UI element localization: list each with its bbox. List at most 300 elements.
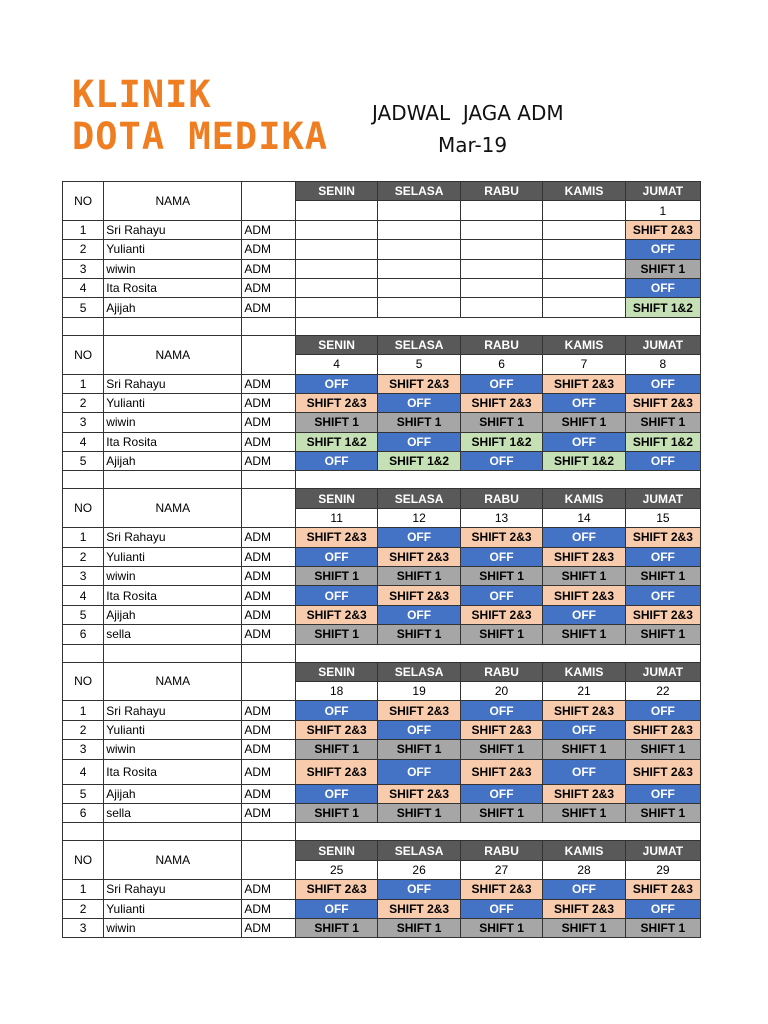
unit-header	[242, 182, 296, 221]
row-number: 3	[63, 740, 104, 759]
staff-name: wiwin	[104, 918, 242, 937]
date-cell	[543, 201, 625, 220]
shift-cell: OFF	[295, 374, 377, 393]
shift-cell	[543, 220, 625, 239]
staff-name: Sri Rahayu	[104, 701, 242, 720]
staff-unit: ADM	[242, 393, 296, 412]
no-header: NO	[63, 335, 104, 374]
staff-name: Sri Rahayu	[104, 374, 242, 393]
staff-name: Yulianti	[104, 899, 242, 918]
shift-cell: OFF	[625, 899, 700, 918]
spacer-cell	[63, 471, 104, 489]
staff-unit: ADM	[242, 278, 296, 297]
staff-row	[63, 220, 701, 239]
shift-cell: OFF	[378, 720, 460, 739]
staff-name: Yulianti	[104, 720, 242, 739]
shift-cell: SHIFT 2&3	[378, 899, 460, 918]
staff-name: Ajijah	[104, 605, 242, 624]
day-header: SENIN	[295, 182, 377, 201]
shift-cell: OFF	[295, 899, 377, 918]
shift-cell: SHIFT 1	[460, 625, 542, 644]
shift-cell: SHIFT 2&3	[460, 605, 542, 624]
staff-name: Sri Rahayu	[104, 880, 242, 899]
shift-cell: SHIFT 1&2	[378, 452, 460, 471]
shift-cell: OFF	[543, 528, 625, 547]
shift-cell: OFF	[543, 432, 625, 451]
shift-cell: SHIFT 1	[625, 918, 700, 937]
staff-name: Yulianti	[104, 393, 242, 412]
shift-cell: OFF	[460, 586, 542, 605]
spacer-cell	[63, 823, 104, 841]
day-header: JUMAT	[625, 662, 700, 681]
shift-cell: SHIFT 1	[460, 567, 542, 586]
staff-row	[63, 605, 701, 624]
shift-cell: OFF	[543, 720, 625, 739]
staff-name: Ita Rosita	[104, 759, 242, 784]
spacer-row	[63, 471, 701, 489]
spacer-row	[63, 823, 701, 841]
shift-cell: SHIFT 2&3	[295, 720, 377, 739]
shift-cell: SHIFT 2&3	[460, 393, 542, 412]
unit-header	[242, 335, 296, 374]
unit-header	[242, 662, 296, 701]
date-cell: 15	[625, 508, 700, 527]
row-number: 1	[63, 701, 104, 720]
shift-cell: SHIFT 1	[543, 918, 625, 937]
shift-cell: SHIFT 2&3	[295, 759, 377, 784]
staff-row	[63, 784, 701, 803]
shift-cell: OFF	[378, 759, 460, 784]
shift-cell: SHIFT 1&2	[295, 432, 377, 451]
spacer-cell	[295, 471, 700, 489]
staff-row	[63, 625, 701, 644]
shift-cell: SHIFT 2&3	[543, 374, 625, 393]
nama-header: NAMA	[104, 662, 242, 701]
date-cell: 5	[378, 355, 460, 374]
shift-cell	[460, 278, 542, 297]
shift-cell: SHIFT 2&3	[378, 547, 460, 566]
shift-cell: OFF	[295, 547, 377, 566]
shift-cell: SHIFT 2&3	[378, 784, 460, 803]
staff-row	[63, 720, 701, 739]
shift-cell: SHIFT 1	[625, 259, 700, 278]
day-header: JUMAT	[625, 489, 700, 508]
staff-name: wiwin	[104, 259, 242, 278]
staff-row	[63, 880, 701, 899]
shift-cell: SHIFT 1	[543, 625, 625, 644]
shift-cell: OFF	[460, 547, 542, 566]
shift-cell: SHIFT 1	[378, 413, 460, 432]
shift-cell: OFF	[625, 586, 700, 605]
staff-name: Yulianti	[104, 547, 242, 566]
date-cell: 4	[295, 355, 377, 374]
row-number: 2	[63, 547, 104, 566]
date-cell: 12	[378, 508, 460, 527]
shift-cell: SHIFT 1	[378, 740, 460, 759]
staff-row	[63, 567, 701, 586]
shift-cell: OFF	[543, 759, 625, 784]
shift-cell: SHIFT 1	[625, 740, 700, 759]
day-header: SELASA	[378, 335, 460, 354]
shift-cell: SHIFT 2&3	[460, 528, 542, 547]
schedule-title: JADWAL JAGA ADM	[372, 101, 564, 125]
week-header-row	[63, 662, 701, 681]
row-number: 4	[63, 278, 104, 297]
shift-cell	[460, 259, 542, 278]
staff-row	[63, 393, 701, 412]
shift-cell: SHIFT 2&3	[460, 880, 542, 899]
staff-unit: ADM	[242, 605, 296, 624]
shift-cell: SHIFT 2&3	[543, 547, 625, 566]
spacer-cell	[242, 317, 296, 335]
staff-name: wiwin	[104, 740, 242, 759]
spacer-cell	[104, 823, 242, 841]
no-header: NO	[63, 489, 104, 528]
staff-row	[63, 586, 701, 605]
shift-cell: OFF	[625, 278, 700, 297]
shift-cell: OFF	[625, 547, 700, 566]
spacer-cell	[104, 317, 242, 335]
staff-name: Ajijah	[104, 784, 242, 803]
shift-cell: SHIFT 2&3	[378, 701, 460, 720]
shift-cell: SHIFT 2&3	[543, 784, 625, 803]
row-number: 5	[63, 298, 104, 317]
week-header-row	[63, 841, 701, 860]
shift-cell: SHIFT 1	[625, 413, 700, 432]
shift-cell: OFF	[625, 374, 700, 393]
spacer-cell	[104, 644, 242, 662]
day-header: JUMAT	[625, 335, 700, 354]
staff-unit: ADM	[242, 259, 296, 278]
staff-row	[63, 374, 701, 393]
shift-cell: OFF	[295, 701, 377, 720]
date-cell: 27	[460, 860, 542, 879]
schedule-month: Mar-19	[438, 133, 508, 157]
shift-cell: SHIFT 2&3	[295, 880, 377, 899]
day-header: KAMIS	[543, 489, 625, 508]
day-header: RABU	[460, 841, 542, 860]
shift-cell: SHIFT 1	[460, 740, 542, 759]
row-number: 3	[63, 259, 104, 278]
date-cell: 28	[543, 860, 625, 879]
spacer-cell	[295, 823, 700, 841]
staff-unit: ADM	[242, 298, 296, 317]
row-number: 2	[63, 393, 104, 412]
shift-cell: SHIFT 1	[625, 625, 700, 644]
date-cell: 6	[460, 355, 542, 374]
shift-cell	[378, 220, 460, 239]
date-cell: 19	[378, 681, 460, 700]
row-number: 5	[63, 784, 104, 803]
staff-name: Ajijah	[104, 298, 242, 317]
date-cell: 22	[625, 681, 700, 700]
staff-name: Ita Rosita	[104, 432, 242, 451]
day-header: KAMIS	[543, 841, 625, 860]
shift-cell: OFF	[378, 605, 460, 624]
staff-row	[63, 298, 701, 317]
document-title	[372, 97, 582, 161]
staff-row	[63, 240, 701, 259]
row-number: 3	[63, 567, 104, 586]
shift-cell: SHIFT 1&2	[625, 432, 700, 451]
shift-cell: SHIFT 1	[378, 803, 460, 822]
day-header: KAMIS	[543, 662, 625, 681]
shift-cell: SHIFT 1	[460, 803, 542, 822]
spacer-cell	[295, 644, 700, 662]
shift-cell: SHIFT 2&3	[460, 759, 542, 784]
shift-cell: OFF	[460, 899, 542, 918]
shift-cell: SHIFT 1	[460, 918, 542, 937]
staff-row	[63, 547, 701, 566]
nama-header: NAMA	[104, 489, 242, 528]
date-cell: 29	[625, 860, 700, 879]
shift-cell: SHIFT 1	[625, 567, 700, 586]
row-number: 6	[63, 803, 104, 822]
staff-name: wiwin	[104, 567, 242, 586]
shift-cell: SHIFT 1	[543, 740, 625, 759]
shift-cell	[295, 259, 377, 278]
shift-cell: OFF	[460, 701, 542, 720]
shift-cell: OFF	[378, 880, 460, 899]
shift-cell: SHIFT 1	[295, 625, 377, 644]
shift-cell	[460, 298, 542, 317]
shift-cell	[460, 220, 542, 239]
staff-unit: ADM	[242, 720, 296, 739]
shift-cell	[378, 259, 460, 278]
shift-cell: OFF	[378, 528, 460, 547]
shift-cell: SHIFT 2&3	[295, 393, 377, 412]
row-number: 3	[63, 413, 104, 432]
row-number: 2	[63, 899, 104, 918]
day-header: SENIN	[295, 841, 377, 860]
staff-row	[63, 899, 701, 918]
staff-name: Ajijah	[104, 452, 242, 471]
no-header: NO	[63, 841, 104, 880]
shift-cell: SHIFT 2&3	[625, 720, 700, 739]
date-cell: 18	[295, 681, 377, 700]
staff-row	[63, 918, 701, 937]
row-number: 4	[63, 432, 104, 451]
spacer-cell	[242, 471, 296, 489]
shift-cell: SHIFT 2&3	[625, 880, 700, 899]
shift-cell: OFF	[543, 393, 625, 412]
day-header: SELASA	[378, 489, 460, 508]
staff-unit: ADM	[242, 374, 296, 393]
day-header: SELASA	[378, 841, 460, 860]
week-header-row	[63, 489, 701, 508]
day-header: JUMAT	[625, 182, 700, 201]
nama-header: NAMA	[104, 335, 242, 374]
shift-cell: SHIFT 1	[460, 413, 542, 432]
staff-row	[63, 432, 701, 451]
unit-header	[242, 489, 296, 528]
shift-cell: SHIFT 1	[295, 740, 377, 759]
date-cell: 11	[295, 508, 377, 527]
staff-name: Ita Rosita	[104, 586, 242, 605]
day-header: SENIN	[295, 489, 377, 508]
shift-cell: SHIFT 2&3	[295, 605, 377, 624]
no-header: NO	[63, 182, 104, 221]
row-number: 5	[63, 452, 104, 471]
schedule-body	[63, 182, 701, 938]
shift-cell: SHIFT 1	[295, 413, 377, 432]
shift-cell: SHIFT 2&3	[295, 528, 377, 547]
staff-unit: ADM	[242, 740, 296, 759]
row-number: 3	[63, 918, 104, 937]
day-header: SENIN	[295, 335, 377, 354]
staff-name: sella	[104, 803, 242, 822]
day-header: RABU	[460, 662, 542, 681]
date-cell	[295, 201, 377, 220]
day-header: SELASA	[378, 662, 460, 681]
staff-row	[63, 803, 701, 822]
staff-name: Sri Rahayu	[104, 220, 242, 239]
day-header: KAMIS	[543, 335, 625, 354]
staff-unit: ADM	[242, 918, 296, 937]
shift-cell: SHIFT 1&2	[625, 298, 700, 317]
shift-cell: SHIFT 2&3	[625, 528, 700, 547]
shift-cell: OFF	[295, 784, 377, 803]
staff-unit: ADM	[242, 586, 296, 605]
staff-unit: ADM	[242, 784, 296, 803]
nama-header: NAMA	[104, 182, 242, 221]
shift-cell: SHIFT 1	[378, 918, 460, 937]
clinic-brand	[72, 74, 328, 158]
row-number: 2	[63, 720, 104, 739]
shift-cell: OFF	[460, 452, 542, 471]
spacer-row	[63, 644, 701, 662]
shift-cell	[378, 278, 460, 297]
shift-cell: OFF	[460, 374, 542, 393]
staff-name: sella	[104, 625, 242, 644]
shift-cell: SHIFT 2&3	[378, 586, 460, 605]
shift-cell: SHIFT 1	[295, 567, 377, 586]
staff-name: Ita Rosita	[104, 278, 242, 297]
shift-cell	[378, 240, 460, 259]
shift-cell: SHIFT 2&3	[543, 899, 625, 918]
shift-cell: SHIFT 2&3	[543, 586, 625, 605]
date-cell	[460, 201, 542, 220]
shift-cell	[295, 298, 377, 317]
brand-line-2: DOTA MEDIKA	[72, 115, 329, 158]
shift-cell: SHIFT 2&3	[460, 720, 542, 739]
shift-cell: SHIFT 2&3	[625, 220, 700, 239]
day-header: SELASA	[378, 182, 460, 201]
day-header: RABU	[460, 182, 542, 201]
row-number: 4	[63, 759, 104, 784]
unit-header	[242, 841, 296, 880]
week-header-row	[63, 182, 701, 201]
spacer-cell	[63, 644, 104, 662]
shift-cell: SHIFT 1&2	[460, 432, 542, 451]
shift-cell	[295, 240, 377, 259]
spacer-cell	[295, 317, 700, 335]
staff-row	[63, 740, 701, 759]
shift-cell: SHIFT 1	[543, 803, 625, 822]
row-number: 2	[63, 240, 104, 259]
staff-unit: ADM	[242, 220, 296, 239]
shift-cell: OFF	[625, 240, 700, 259]
shift-cell: OFF	[460, 784, 542, 803]
staff-row	[63, 259, 701, 278]
shift-cell: OFF	[543, 605, 625, 624]
shift-cell	[543, 298, 625, 317]
row-number: 1	[63, 880, 104, 899]
row-number: 5	[63, 605, 104, 624]
day-header: RABU	[460, 489, 542, 508]
date-cell	[378, 201, 460, 220]
spacer-cell	[242, 644, 296, 662]
staff-unit: ADM	[242, 880, 296, 899]
shift-cell: SHIFT 1	[543, 567, 625, 586]
staff-row	[63, 278, 701, 297]
shift-cell	[295, 278, 377, 297]
spacer-cell	[104, 471, 242, 489]
shift-cell: SHIFT 1	[378, 567, 460, 586]
shift-cell	[295, 220, 377, 239]
shift-cell: OFF	[295, 452, 377, 471]
staff-name: wiwin	[104, 413, 242, 432]
day-header: SENIN	[295, 662, 377, 681]
staff-unit: ADM	[242, 240, 296, 259]
schedule-table	[62, 181, 701, 938]
shift-cell: SHIFT 1	[378, 625, 460, 644]
staff-unit: ADM	[242, 803, 296, 822]
staff-name: Yulianti	[104, 240, 242, 259]
date-cell: 7	[543, 355, 625, 374]
shift-cell	[460, 240, 542, 259]
shift-cell: OFF	[625, 452, 700, 471]
shift-cell: OFF	[625, 784, 700, 803]
day-header: KAMIS	[543, 182, 625, 201]
day-header: JUMAT	[625, 841, 700, 860]
staff-unit: ADM	[242, 899, 296, 918]
row-number: 1	[63, 374, 104, 393]
shift-cell	[543, 278, 625, 297]
date-cell: 25	[295, 860, 377, 879]
staff-unit: ADM	[242, 701, 296, 720]
shift-cell: SHIFT 1&2	[543, 452, 625, 471]
shift-cell: SHIFT 1	[295, 803, 377, 822]
staff-row	[63, 701, 701, 720]
shift-cell	[543, 259, 625, 278]
staff-unit: ADM	[242, 625, 296, 644]
shift-cell: OFF	[543, 880, 625, 899]
date-cell: 26	[378, 860, 460, 879]
row-number: 6	[63, 625, 104, 644]
no-header: NO	[63, 662, 104, 701]
shift-cell: SHIFT 1	[625, 803, 700, 822]
row-number: 4	[63, 586, 104, 605]
shift-cell	[543, 240, 625, 259]
row-number: 1	[63, 220, 104, 239]
nama-header: NAMA	[104, 841, 242, 880]
staff-row	[63, 413, 701, 432]
shift-cell: OFF	[295, 586, 377, 605]
shift-cell: SHIFT 2&3	[625, 759, 700, 784]
shift-cell: SHIFT 1	[543, 413, 625, 432]
staff-unit: ADM	[242, 432, 296, 451]
shift-cell: SHIFT 2&3	[625, 605, 700, 624]
shift-cell: SHIFT 1	[295, 918, 377, 937]
shift-cell: SHIFT 2&3	[625, 393, 700, 412]
shift-cell: SHIFT 2&3	[543, 701, 625, 720]
staff-unit: ADM	[242, 528, 296, 547]
date-cell: 14	[543, 508, 625, 527]
staff-unit: ADM	[242, 452, 296, 471]
week-header-row	[63, 335, 701, 354]
row-number: 1	[63, 528, 104, 547]
